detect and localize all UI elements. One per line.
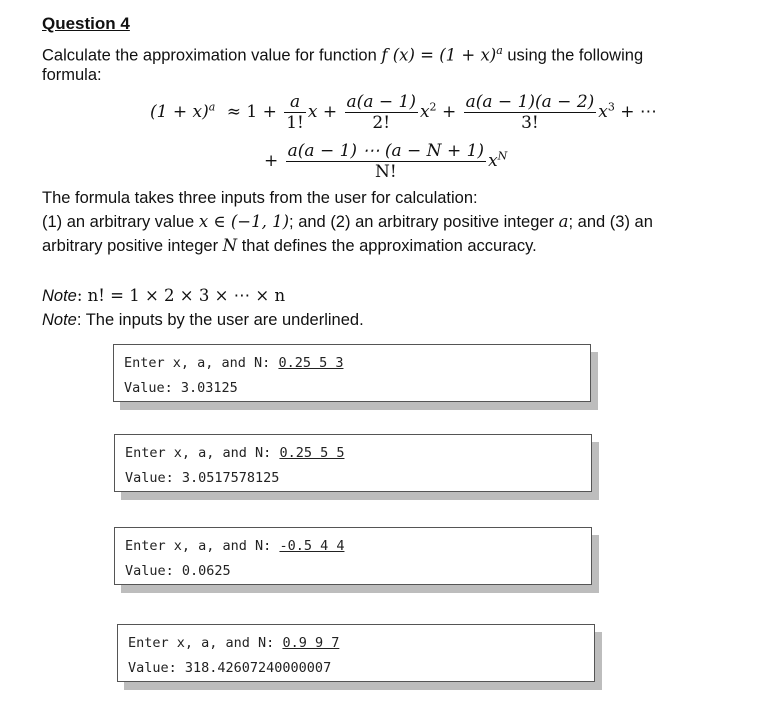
intro-line2: formula: (42, 66, 102, 84)
desc-line-2 (42, 210, 653, 234)
intro-text (42, 39, 643, 68)
term-4-exp: N (497, 149, 508, 163)
formula-line-2 (264, 141, 507, 182)
console-4-input: 0.9 9 7 (282, 635, 340, 651)
term-3-exp: 3 (607, 100, 615, 114)
desc-line-3 (42, 234, 537, 258)
console-4-result: Value: 318.42607240000007 (128, 660, 332, 676)
fraction-4 (286, 141, 486, 182)
console-1-prompt-line (124, 351, 580, 376)
note-2-text: : The inputs by the user are underlined. (76, 311, 364, 329)
console-3-prompt: Enter x, a, and N: (125, 538, 280, 554)
term-2: x (419, 102, 430, 122)
formula-approx: ≈ 1 + (226, 102, 277, 122)
fraction-2 (345, 92, 418, 133)
fraction-3 (464, 92, 597, 133)
formula-lhs: (1 + x) (150, 102, 209, 122)
desc-line-3-math: N (222, 236, 238, 255)
note-factorial (42, 284, 285, 308)
fraction-4-numerator: a(a − 1) ⋯ (a − N + 1) (287, 141, 485, 161)
desc-line-2-b: ; and (2) an arbitrary positive integer (289, 213, 559, 231)
note-1-label: Note (42, 287, 77, 305)
console-1-prompt: Enter x, a, and N: (124, 355, 279, 371)
fraction-2-denominator: 2! (372, 113, 391, 133)
console-3-result: Value: 0.0625 (125, 563, 231, 579)
desc-line-2-a: (1) an arbitrary value (42, 213, 199, 231)
desc-line-2-math-1: x ∈ (−1, 1) (198, 212, 290, 231)
desc-line-1: The formula takes three inputs from the user for calculation: (42, 189, 478, 207)
console-box-4 (117, 624, 595, 682)
term-4: x (488, 151, 498, 171)
console-4-prompt: Enter x, a, and N: (128, 635, 283, 651)
console-2-prompt: Enter x, a, and N: (125, 445, 280, 461)
desc-line-2-c: ; and (3) an (568, 213, 653, 231)
console-1-result: Value: 3.03125 (124, 380, 238, 396)
intro-before: Calculate the approximation value for function (42, 46, 382, 65)
console-1-input: 0.25 5 3 (278, 355, 344, 371)
fraction-1-denominator: 1! (286, 113, 304, 133)
console-2-result: Value: 3.0517578125 (125, 470, 280, 486)
note-2-label: Note (42, 311, 77, 329)
desc-line-2-math-2: a (558, 212, 569, 231)
formula-lhs-exp: a (208, 100, 216, 114)
question-title: Question 4 (42, 14, 130, 33)
term-1: x + (307, 102, 338, 122)
console-2-prompt-line (125, 441, 581, 466)
intro-function: f (x) = (1 + x) (381, 45, 497, 65)
fraction-2-numerator: a(a − 1) (346, 92, 416, 112)
note-1-text: : n! = 1 × 2 × 3 × ⋯ × n (76, 286, 286, 305)
term-3: x (598, 102, 608, 122)
console-4-prompt-line (128, 631, 584, 656)
desc-line-3-b: that defines the approximation accuracy. (237, 237, 537, 255)
fraction-3-numerator: a(a − 1)(a − 2) (465, 92, 595, 112)
formula-line-1 (150, 92, 657, 133)
console-box-2 (114, 434, 592, 492)
fraction-3-denominator: 3! (521, 113, 539, 133)
formula-plus: + (441, 102, 457, 122)
console-3-prompt-line (125, 534, 581, 559)
console-2-input: 0.25 5 5 (279, 445, 345, 461)
desc-line-3-a: arbitrary positive integer (42, 237, 223, 255)
formula-tail: + ⋯ (620, 102, 657, 122)
term-2-exp: 2 (429, 100, 437, 114)
console-3-input: -0.5 4 4 (279, 538, 345, 554)
fraction-4-denominator: N! (375, 162, 397, 182)
console-box-1 (113, 344, 591, 402)
note-inputs (42, 308, 364, 332)
console-box-3 (114, 527, 592, 585)
intro-after: using the following (502, 46, 644, 65)
formula-plus-2: + (264, 151, 279, 171)
fraction-1 (284, 92, 306, 133)
fraction-1-numerator: a (284, 92, 306, 113)
intro-exponent: a (496, 44, 503, 57)
